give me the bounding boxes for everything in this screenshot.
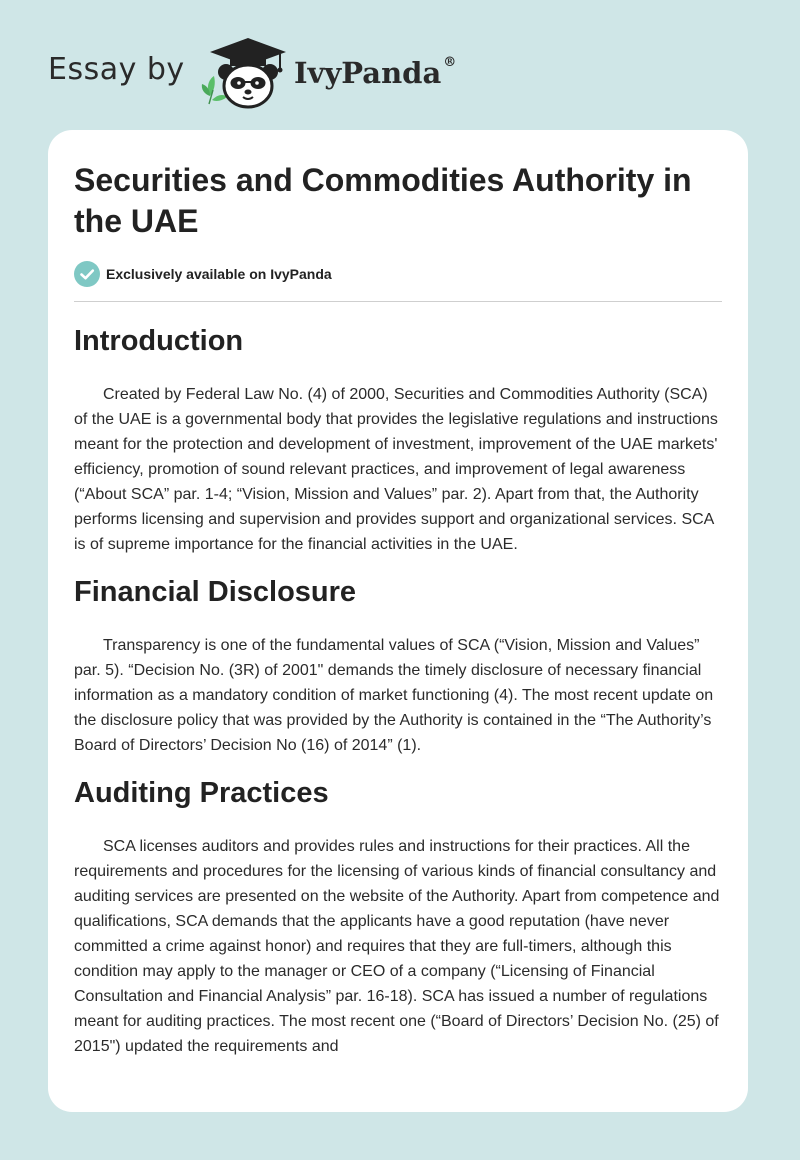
- section-heading-financial-disclosure: Financial Disclosure: [74, 576, 357, 608]
- essay-content: [74, 160, 722, 1059]
- section-heading-introduction: Introduction: [74, 325, 244, 357]
- brand-name[interactable]: IvyPanda ®: [294, 55, 457, 90]
- exclusive-badge-text: Exclusively available on IvyPanda: [106, 266, 332, 282]
- essay-by-label: Essay by: [48, 52, 185, 87]
- site-header: [0, 0, 800, 130]
- registered-mark: ®: [443, 55, 457, 71]
- exclusive-badge: [74, 261, 722, 287]
- section-paragraph-auditing-practices: SCA licenses auditors and provides rules and instructions for their practices. All the requirements and procedures for the licensing of various kinds of financial consultancy and auditing services are presented on the website of the Authority. Apart from competence and qualifications, SCA demands that the applicants have a good reputation (have never committed a crime against honor) and requires that they are full-timers, although this condition may apply to the manager or CEO of a company (“Licensing of Financial Consultation and Financial Analysis” par. 16-18). SCA has issued a number of regulations meant for auditing practices. The most recent one (“Board of Directors’ Decision No. (25) of 2015") updated the requirements and: [74, 838, 720, 1055]
- essay-card: [48, 130, 748, 1112]
- essay-title: Securities and Commodities Authority in the UAE: [74, 162, 692, 239]
- section-heading-auditing-practices: Auditing Practices: [74, 777, 329, 809]
- section-paragraph-introduction: Created by Federal Law No. (4) of 2000, Securities and Commodities Authority (SCA) of the UAE is a governmental body that provides the legislative regulations and instructions meant for the protection and development of investment, improvement of the UAE markets' efficiency, promotion of sound relevant practices, and improvement of legal awareness (“About SCA” par. 1-4; “Vision, Mission and Values” par. 2). Apart from that, the Authority performs licensing and supervision and provides support and organizational services. SCA is of supreme importance for the financial activities in the UAE.: [74, 386, 718, 553]
- panda-graduate-logo-icon[interactable]: [200, 34, 290, 110]
- section-paragraph-financial-disclosure: Transparency is one of the fundamental values of SCA (“Vision, Mission and Values” par. 5). “Decision No. (3R) of 2001" demands the timely disclosure of necessary financial information as a mandatory condition of market functioning (4). The most recent update on the disclosure policy that was provided by the Authority is contained in the “The Authority’s Board of Directors’ Decision No (16) of 2014” (1).: [74, 637, 714, 754]
- title-divider: [74, 301, 722, 302]
- check-circle-icon: [74, 261, 100, 287]
